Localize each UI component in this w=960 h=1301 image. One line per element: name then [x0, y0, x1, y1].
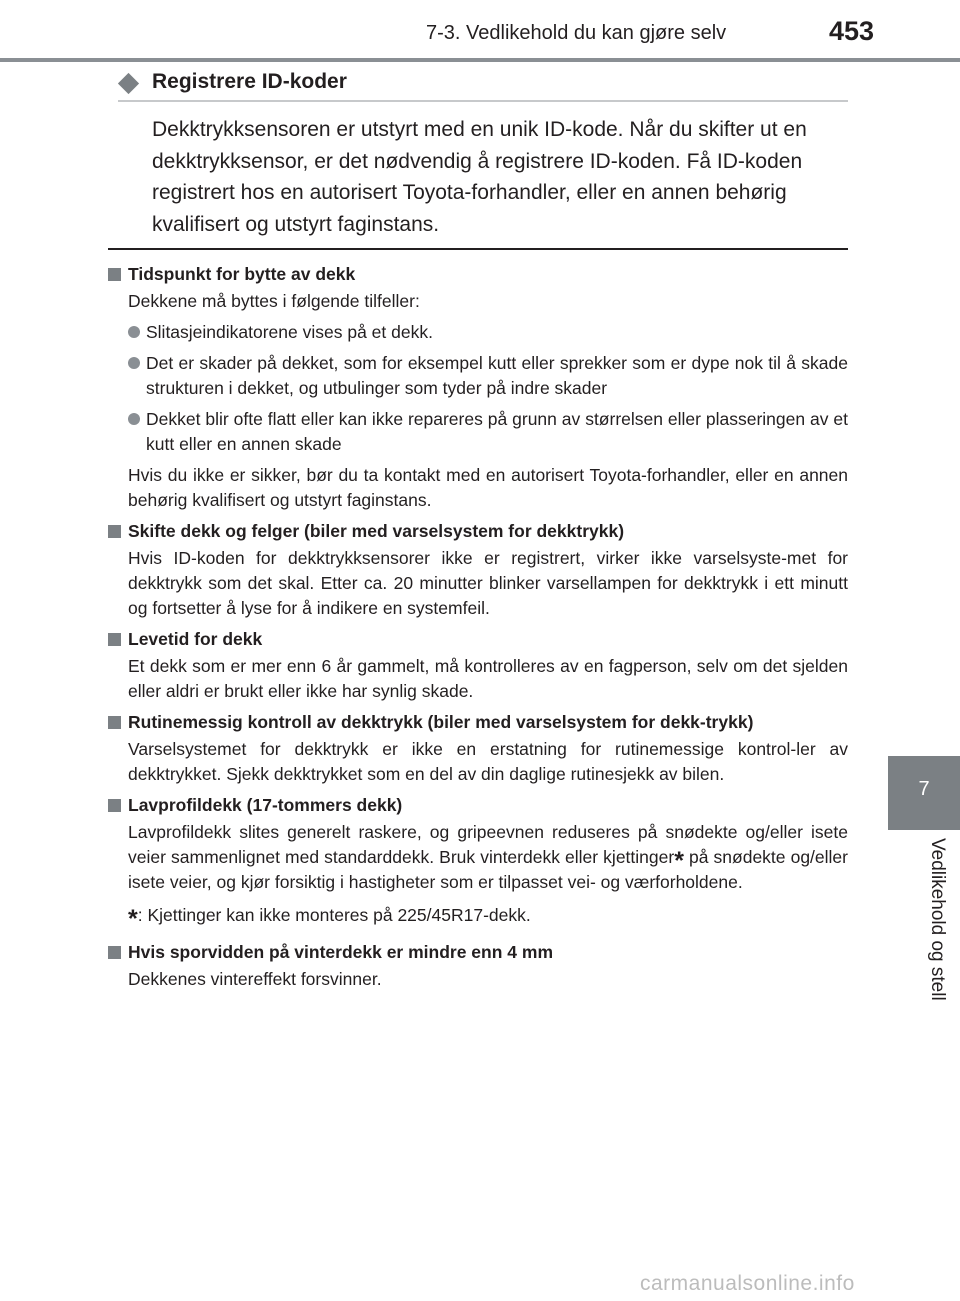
list-item-text: Slitasjeindikatorene vises på et dekk. [146, 322, 433, 342]
list-item-text: Det er skader på dekket, som for eksempel kutt eller sprekker som er dype nok til å skade strukturen i dekket, og utbulinger som tyder på indre skader [146, 353, 848, 398]
square-bullet-icon [108, 799, 121, 812]
section-body: Varselsystemet for dekktrykk er ikke en erstatning for rutinemessige kontrol-ler av dekktrykket. Sjekk dekktrykket som en del av din daglige rutinesjekk av bilen. [128, 739, 848, 784]
chapter-number: 7 [918, 778, 930, 800]
section-change-tires-wheels [108, 519, 848, 621]
section-routine-pressure-check [108, 710, 848, 787]
section-title [108, 940, 848, 965]
section-title [108, 710, 848, 735]
circle-bullet-icon [128, 357, 140, 369]
section-tire-replacement [108, 262, 848, 513]
section-title [108, 793, 848, 818]
section-title [108, 262, 848, 287]
section-body: Dekkenes vintereffekt forsvinner. [128, 969, 382, 989]
circle-bullet-icon [128, 413, 140, 425]
chapter-label: Vedlikehold og stell [927, 838, 948, 1001]
list-item [108, 407, 848, 457]
section-tire-lifetime [108, 627, 848, 704]
diamond-icon [118, 73, 139, 94]
asterisk-marker: * [674, 847, 684, 875]
square-bullet-icon [108, 946, 121, 959]
heading-rule [118, 100, 848, 102]
footnote [108, 903, 848, 933]
square-bullet-icon [108, 633, 121, 646]
section-winter-tread [108, 940, 848, 992]
content [108, 262, 848, 998]
list-item [108, 351, 848, 401]
footnote-marker: * [128, 905, 138, 933]
page-number: 453 [829, 16, 875, 46]
section-outro: Hvis du ikke er sikker, bør du ta kontakt med en autorisert Toyota-forhandler, eller en annen behørig kvalifisert og utstyrt faginstans. [128, 465, 848, 510]
square-bullet-icon [108, 525, 121, 538]
body-text: på snødekte og/eller isete veier, og kjør forsiktig i hastigheter som er tilpasset vei- og værforholdene. [128, 847, 848, 892]
section-title-text: Levetid for dekk [128, 629, 263, 649]
section-title-text: Lavprofildekk (17-tommers dekk) [128, 795, 403, 815]
footnote-text: : Kjettinger kan ikke monteres på 225/45R17-dekk. [137, 905, 531, 925]
list-item-text: Dekket blir ofte flatt eller kan ikke repareres på grunn av størrelsen eller plasseringen av et kutt eller en annen skade [146, 409, 848, 454]
list-item [108, 320, 848, 345]
header-section-title: 7-3. Vedlikehold du kan gjøre selv [426, 22, 727, 44]
circle-bullet-icon [128, 326, 140, 338]
section-low-profile-tires [108, 793, 848, 933]
section-intro: Dekkene må byttes i følgende tilfeller: [128, 291, 420, 311]
header-rule [0, 58, 960, 62]
square-bullet-icon [108, 716, 121, 729]
heading-body: Dekktrykksensoren er utstyrt med en unik ID-kode. Når du skifter ut en dekktrykksensor, er det nødvendig å registrere ID-koden. Få ID-koden registrert hos en autorisert Toyota-forhandler, eller en annen behørig kvalifisert og utstyrt faginstans. [152, 118, 807, 236]
watermark-link[interactable]: carmanualsonline.info [640, 1272, 855, 1295]
section-title [108, 519, 848, 544]
heading-title: Registrere ID-koder [152, 70, 347, 93]
section-title-text: Skifte dekk og felger (biler med varselsystem for dekktrykk) [128, 521, 625, 541]
section-title-text: Hvis sporvidden på vinterdekk er mindre enn 4 mm [128, 942, 553, 962]
page-header [0, 0, 960, 64]
body-text: Lavprofildekk slites generelt raskere, og gripeevnen reduseres på snødekte og/eller isete veier sammenlignet med standarddekk. Bruk vinterdekk eller kjettinger [128, 822, 848, 867]
section-title-text: Tidspunkt for bytte av dekk [128, 264, 356, 284]
section-title-text: Rutinemessig kontroll av dekktrykk (biler med varselsystem for dekk-trykk) [128, 712, 754, 732]
section-body: Hvis ID-koden for dekktrykksensorer ikke er registrert, virker ikke varselsyste-met for dekktrykk som det skal. Etter ca. 20 minutter blinker varsellampen for dekktrykk i ett minutt og fortsetter å lyse for å indikere en systemfeil. [128, 548, 848, 618]
square-bullet-icon [108, 268, 121, 281]
section-body [108, 820, 848, 895]
section-title [108, 627, 848, 652]
section-divider [108, 248, 848, 250]
chapter-tab[interactable] [888, 756, 960, 830]
section-body: Et dekk som er mer enn 6 år gammelt, må kontrolleres av en fagperson, selv om det sjelden eller aldri er brukt eller ikke har synlig skade. [128, 656, 848, 701]
